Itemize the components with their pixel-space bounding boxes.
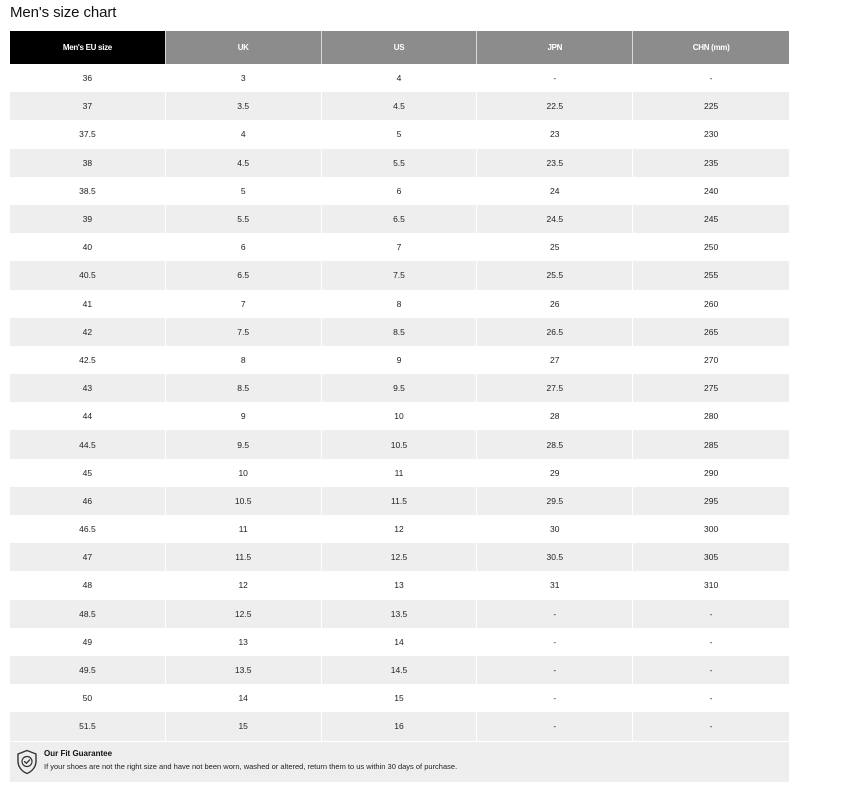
cell-uk: 13 xyxy=(166,628,322,656)
cell-uk: 4 xyxy=(166,120,322,148)
cell-us: 6.5 xyxy=(322,205,478,233)
cell-chn: - xyxy=(633,64,789,92)
cell-jpn: - xyxy=(477,600,633,628)
cell-uk: 7 xyxy=(166,290,322,318)
cell-jpn: 29.5 xyxy=(477,487,633,515)
cell-jpn: 31 xyxy=(477,571,633,599)
table-row xyxy=(10,712,789,740)
cell-us: 15 xyxy=(322,684,478,712)
cell-eu-size: 42.5 xyxy=(10,346,166,374)
cell-uk: 7.5 xyxy=(166,318,322,346)
cell-eu-size: 49.5 xyxy=(10,656,166,684)
cell-chn: 295 xyxy=(633,487,789,515)
cell-uk: 3 xyxy=(166,64,322,92)
cell-us: 5.5 xyxy=(322,149,478,177)
cell-eu-size: 41 xyxy=(10,290,166,318)
cell-jpn: - xyxy=(477,712,633,740)
cell-us: 4 xyxy=(322,64,478,92)
cell-uk: 11 xyxy=(166,515,322,543)
table-row xyxy=(10,684,789,712)
cell-uk: 4.5 xyxy=(166,149,322,177)
cell-eu-size: 42 xyxy=(10,318,166,346)
cell-uk: 8 xyxy=(166,346,322,374)
cell-jpn: 25 xyxy=(477,233,633,261)
table-row xyxy=(10,346,789,374)
cell-eu-size: 37.5 xyxy=(10,120,166,148)
cell-jpn: 25.5 xyxy=(477,261,633,289)
cell-eu-size: 40.5 xyxy=(10,261,166,289)
cell-jpn: 24 xyxy=(477,177,633,205)
cell-chn: 255 xyxy=(633,261,789,289)
cell-jpn: 22.5 xyxy=(477,92,633,120)
cell-chn: 310 xyxy=(633,571,789,599)
cell-chn: 290 xyxy=(633,459,789,487)
cell-eu-size: 36 xyxy=(10,64,166,92)
cell-us: 14 xyxy=(322,628,478,656)
shield-check-icon xyxy=(16,749,38,775)
cell-eu-size: 47 xyxy=(10,543,166,571)
cell-chn: 235 xyxy=(633,149,789,177)
table-row xyxy=(10,374,789,402)
cell-uk: 14 xyxy=(166,684,322,712)
cell-uk: 5.5 xyxy=(166,205,322,233)
cell-chn: 250 xyxy=(633,233,789,261)
cell-uk: 11.5 xyxy=(166,543,322,571)
size-table xyxy=(10,31,789,741)
cell-uk: 6 xyxy=(166,233,322,261)
cell-jpn: 30 xyxy=(477,515,633,543)
cell-chn: 285 xyxy=(633,430,789,458)
cell-us: 13.5 xyxy=(322,600,478,628)
table-row xyxy=(10,149,789,177)
cell-us: 8.5 xyxy=(322,318,478,346)
table-row xyxy=(10,318,789,346)
cell-eu-size: 38 xyxy=(10,149,166,177)
cell-uk: 9.5 xyxy=(166,430,322,458)
cell-us: 12.5 xyxy=(322,543,478,571)
table-row xyxy=(10,430,789,458)
cell-chn: - xyxy=(633,656,789,684)
cell-jpn: 26.5 xyxy=(477,318,633,346)
cell-us: 7 xyxy=(322,233,478,261)
cell-us: 12 xyxy=(322,515,478,543)
cell-jpn: 27 xyxy=(477,346,633,374)
cell-uk: 10 xyxy=(166,459,322,487)
cell-uk: 9 xyxy=(166,402,322,430)
cell-chn: 305 xyxy=(633,543,789,571)
cell-jpn: 30.5 xyxy=(477,543,633,571)
cell-uk: 12.5 xyxy=(166,600,322,628)
cell-us: 9 xyxy=(322,346,478,374)
header-chn[interactable]: CHN (mm) xyxy=(633,31,789,64)
cell-eu-size: 49 xyxy=(10,628,166,656)
cell-chn: 260 xyxy=(633,290,789,318)
cell-uk: 6.5 xyxy=(166,261,322,289)
cell-chn: - xyxy=(633,628,789,656)
table-row xyxy=(10,233,789,261)
cell-eu-size: 46 xyxy=(10,487,166,515)
cell-us: 14.5 xyxy=(322,656,478,684)
cell-chn: - xyxy=(633,684,789,712)
cell-chn: 230 xyxy=(633,120,789,148)
cell-chn: 245 xyxy=(633,205,789,233)
table-header-row xyxy=(10,31,789,64)
table-row xyxy=(10,600,789,628)
cell-uk: 8.5 xyxy=(166,374,322,402)
cell-us: 13 xyxy=(322,571,478,599)
cell-chn: 225 xyxy=(633,92,789,120)
table-row xyxy=(10,656,789,684)
table-row xyxy=(10,290,789,318)
cell-jpn: - xyxy=(477,656,633,684)
cell-eu-size: 48.5 xyxy=(10,600,166,628)
table-row xyxy=(10,543,789,571)
header-jpn[interactable]: JPN xyxy=(477,31,633,64)
cell-jpn: 23.5 xyxy=(477,149,633,177)
table-row xyxy=(10,92,789,120)
cell-us: 9.5 xyxy=(322,374,478,402)
cell-eu-size: 44.5 xyxy=(10,430,166,458)
table-row xyxy=(10,628,789,656)
cell-eu-size: 45 xyxy=(10,459,166,487)
cell-chn: 240 xyxy=(633,177,789,205)
cell-us: 5 xyxy=(322,120,478,148)
cell-eu-size: 37 xyxy=(10,92,166,120)
cell-jpn: 24.5 xyxy=(477,205,633,233)
cell-eu-size: 43 xyxy=(10,374,166,402)
table-row xyxy=(10,402,789,430)
header-us[interactable]: US xyxy=(322,31,478,64)
cell-jpn: 27.5 xyxy=(477,374,633,402)
table-row xyxy=(10,261,789,289)
cell-us: 10 xyxy=(322,402,478,430)
cell-chn: 275 xyxy=(633,374,789,402)
cell-chn: 280 xyxy=(633,402,789,430)
cell-us: 11.5 xyxy=(322,487,478,515)
cell-chn: 270 xyxy=(633,346,789,374)
cell-us: 6 xyxy=(322,177,478,205)
cell-jpn: 28 xyxy=(477,402,633,430)
cell-uk: 15 xyxy=(166,712,322,740)
cell-us: 10.5 xyxy=(322,430,478,458)
cell-us: 7.5 xyxy=(322,261,478,289)
guarantee-title: Our Fit Guarantee xyxy=(44,749,113,758)
cell-uk: 12 xyxy=(166,571,322,599)
header-eu-size[interactable]: Men's EU size xyxy=(10,31,166,64)
cell-us: 8 xyxy=(322,290,478,318)
cell-chn: 300 xyxy=(633,515,789,543)
page-title: Men's size chart xyxy=(10,4,117,21)
guarantee-text: If your shoes are not the right size and have not been worn, washed or altered, return them to us within 30 days of purchase. xyxy=(44,762,458,771)
cell-eu-size: 50 xyxy=(10,684,166,712)
cell-uk: 10.5 xyxy=(166,487,322,515)
header-uk[interactable]: UK xyxy=(166,31,322,64)
cell-jpn: - xyxy=(477,628,633,656)
cell-eu-size: 39 xyxy=(10,205,166,233)
cell-jpn: 23 xyxy=(477,120,633,148)
cell-chn: - xyxy=(633,712,789,740)
cell-uk: 5 xyxy=(166,177,322,205)
cell-eu-size: 38.5 xyxy=(10,177,166,205)
cell-us: 4.5 xyxy=(322,92,478,120)
table-row xyxy=(10,205,789,233)
cell-us: 11 xyxy=(322,459,478,487)
cell-chn: 265 xyxy=(633,318,789,346)
cell-eu-size: 51.5 xyxy=(10,712,166,740)
table-row xyxy=(10,571,789,599)
fit-guarantee-banner xyxy=(10,742,789,782)
cell-jpn: - xyxy=(477,684,633,712)
table-row xyxy=(10,64,789,92)
cell-jpn: - xyxy=(477,64,633,92)
table-row xyxy=(10,459,789,487)
cell-jpn: 26 xyxy=(477,290,633,318)
cell-uk: 3.5 xyxy=(166,92,322,120)
cell-chn: - xyxy=(633,600,789,628)
table-row xyxy=(10,120,789,148)
cell-jpn: 28.5 xyxy=(477,430,633,458)
cell-jpn: 29 xyxy=(477,459,633,487)
table-row xyxy=(10,177,789,205)
table-row xyxy=(10,487,789,515)
cell-eu-size: 46.5 xyxy=(10,515,166,543)
cell-eu-size: 40 xyxy=(10,233,166,261)
table-body xyxy=(10,64,789,741)
cell-eu-size: 48 xyxy=(10,571,166,599)
table-row xyxy=(10,515,789,543)
cell-eu-size: 44 xyxy=(10,402,166,430)
cell-uk: 13.5 xyxy=(166,656,322,684)
cell-us: 16 xyxy=(322,712,478,740)
